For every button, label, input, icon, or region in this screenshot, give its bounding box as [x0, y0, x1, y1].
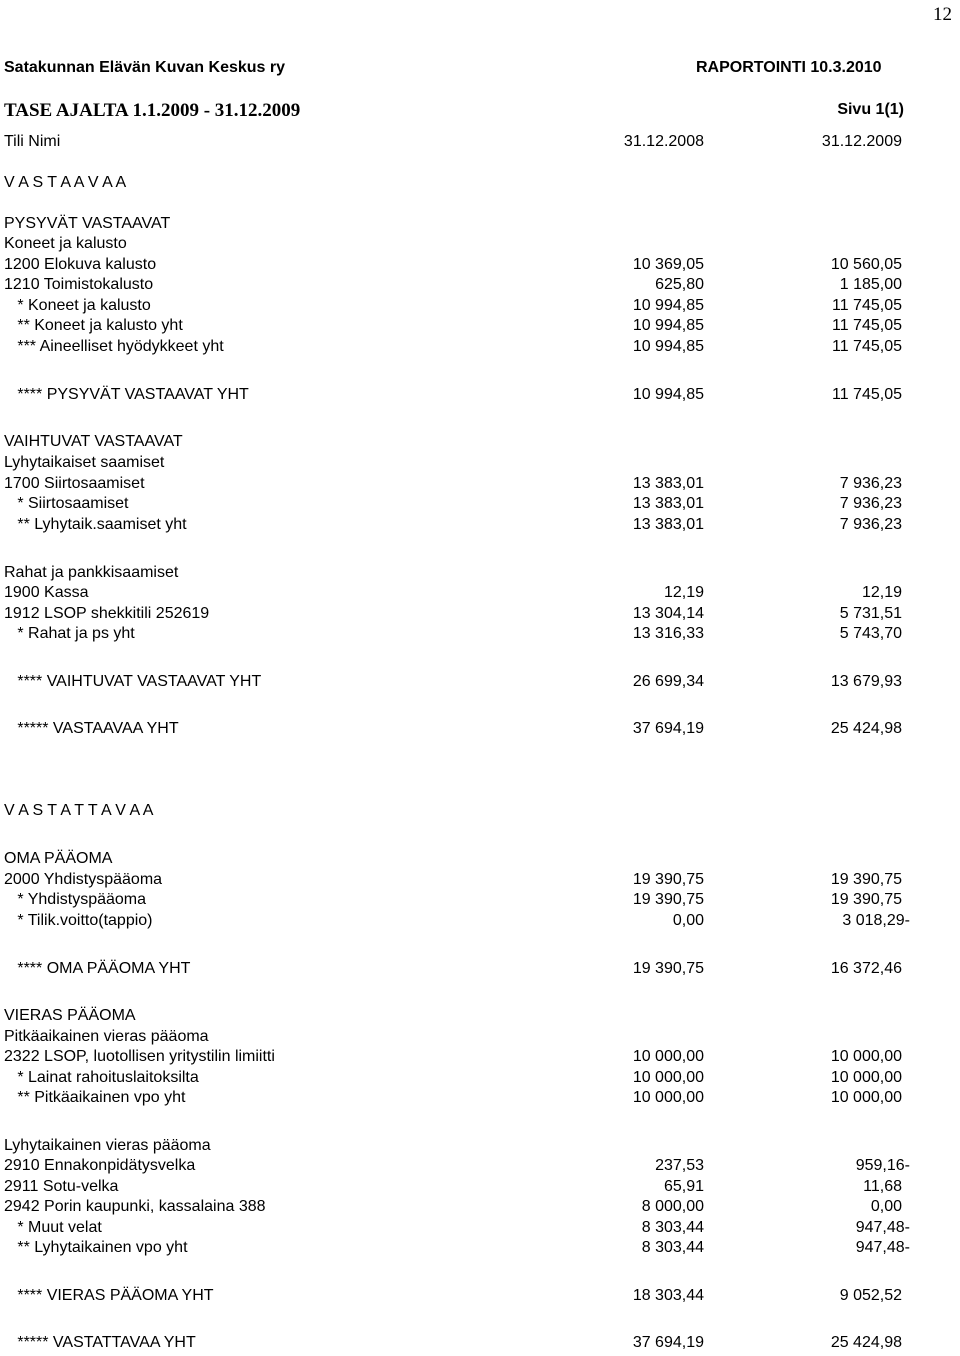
- value-2009: 947,48-: [855, 1239, 910, 1256]
- table-row: [0, 1028, 960, 1048]
- value-2008: 13 316,33: [632, 625, 704, 642]
- value-2008: 237,53: [655, 1157, 704, 1174]
- value-2008: 19 390,75: [632, 871, 704, 888]
- value-2008: 8 303,44: [641, 1219, 704, 1236]
- value-2009: 0,00: [870, 1198, 902, 1215]
- table-row: [0, 891, 960, 911]
- table-row: [0, 1198, 960, 1218]
- table-row: [0, 433, 960, 453]
- table-row: [0, 1239, 960, 1259]
- value-2008: 13 383,01: [632, 495, 704, 512]
- table-row: [0, 850, 960, 870]
- value-2009: 3 018,29-: [842, 912, 910, 929]
- table-row: [0, 564, 960, 584]
- table-row: [0, 871, 960, 891]
- value-2009: 11,68: [863, 1178, 902, 1195]
- organization-name: Satakunnan Elävän Kuvan Keskus ry: [4, 59, 285, 76]
- row-label: 1900 Kassa: [4, 584, 89, 601]
- value-2009: 5 731,51: [839, 605, 902, 622]
- row-label: ** Lyhytaikainen vpo yht: [4, 1239, 188, 1256]
- value-2008: 10 000,00: [632, 1069, 704, 1086]
- row-label: PYSYVÄT VASTAAVAT: [4, 215, 171, 232]
- table-row: [0, 1069, 960, 1089]
- page-number: 12: [933, 4, 952, 25]
- value-2008: 10 994,85: [632, 297, 704, 314]
- row-label: **** VIERAS PÄÄOMA YHT: [4, 1287, 214, 1304]
- row-label: 2322 LSOP, luotollisen yritystilin limiitti: [4, 1048, 275, 1065]
- row-label: ** Pitkäaikainen vpo yht: [4, 1089, 186, 1106]
- row-label: * Koneet ja kalusto: [4, 297, 151, 314]
- value-2009: 7 936,23: [839, 475, 902, 492]
- row-label: 1210 Toimistokalusto: [4, 276, 154, 293]
- table-row: [0, 673, 960, 693]
- row-label: **** VAIHTUVAT VASTAAVAT YHT: [4, 673, 262, 690]
- row-label: 1912 LSOP shekkitili 252619: [4, 605, 210, 622]
- row-label: 1700 Siirtosaamiset: [4, 475, 145, 492]
- value-2008: 8 303,44: [641, 1239, 704, 1256]
- table-row: [0, 475, 960, 495]
- table-row: [0, 1137, 960, 1157]
- value-2008: 10 994,85: [632, 386, 704, 403]
- value-2008: 12,19: [663, 584, 704, 601]
- value-2009: 16 372,46: [830, 960, 902, 977]
- table-row: [0, 256, 960, 276]
- value-2008: 13 304,14: [632, 605, 704, 622]
- column-header-2009: 31.12.2009: [821, 133, 902, 150]
- value-2009: 10 000,00: [830, 1089, 902, 1106]
- row-label: Lyhytaikainen vieras pääoma: [4, 1137, 211, 1154]
- row-label: Lyhytaikaiset saamiset: [4, 454, 165, 471]
- value-2008: 19 390,75: [632, 960, 704, 977]
- table-row: [0, 386, 960, 406]
- value-2009: 11 745,05: [832, 386, 902, 403]
- value-2009: 10 560,05: [830, 256, 902, 273]
- value-2009: 12,19: [861, 584, 902, 601]
- table-row: [0, 625, 960, 645]
- page-indicator: Sivu 1(1): [837, 101, 904, 118]
- row-label: OMA PÄÄOMA: [4, 850, 113, 867]
- row-label: V A S T A T T A V A A: [4, 802, 154, 819]
- value-2008: 26 699,34: [632, 673, 704, 690]
- value-2008: 37 694,19: [632, 720, 704, 737]
- value-2008: 8 000,00: [641, 1198, 704, 1215]
- table-row: [0, 235, 960, 255]
- table-row: [0, 1157, 960, 1177]
- row-label: ** Koneet ja kalusto yht: [4, 317, 183, 334]
- row-label: 2911 Sotu-velka: [4, 1178, 119, 1195]
- value-2009: 10 000,00: [830, 1048, 902, 1065]
- value-2008: 10 369,05: [632, 256, 704, 273]
- value-2008: 0,00: [672, 912, 704, 929]
- table-row: [0, 495, 960, 515]
- value-2009: 10 000,00: [830, 1069, 902, 1086]
- value-2009: 7 936,23: [839, 516, 902, 533]
- table-row: [0, 1334, 960, 1354]
- row-label: 1200 Elokuva kalusto: [4, 256, 157, 273]
- row-label: ***** VASTAAVAA YHT: [4, 720, 179, 737]
- table-row: [0, 1048, 960, 1068]
- table-row: [0, 605, 960, 625]
- row-label: **** OMA PÄÄOMA YHT: [4, 960, 191, 977]
- value-2008: 10 994,85: [632, 317, 704, 334]
- value-2009: 25 424,98: [830, 1334, 902, 1351]
- row-label: * Siirtosaamiset: [4, 495, 129, 512]
- value-2008: 65,91: [663, 1178, 704, 1195]
- column-header-2008: 31.12.2008: [623, 133, 704, 150]
- value-2009: 25 424,98: [830, 720, 902, 737]
- table-row: [0, 960, 960, 980]
- row-label: Rahat ja pankkisaamiset: [4, 564, 179, 581]
- row-label: V A S T A A V A A: [4, 174, 127, 191]
- row-label: ***** VASTATTAVAA YHT: [4, 1334, 196, 1351]
- value-2009: 19 390,75: [830, 891, 902, 908]
- table-row: [0, 1007, 960, 1027]
- table-row: [0, 516, 960, 536]
- value-2008: 19 390,75: [632, 891, 704, 908]
- value-2009: 13 679,93: [830, 673, 902, 690]
- row-label: 2910 Ennakonpidätysvelka: [4, 1157, 196, 1174]
- row-label: * Yhdistyspääoma: [4, 891, 147, 908]
- row-label: Koneet ja kalusto: [4, 235, 127, 252]
- table-row: [0, 1178, 960, 1198]
- value-2009: 1 185,00: [839, 276, 902, 293]
- value-2008: 10 994,85: [632, 338, 704, 355]
- value-2009: 19 390,75: [830, 871, 902, 888]
- row-label: * Tilik.voitto(tappio): [4, 912, 153, 929]
- table-row: [0, 454, 960, 474]
- table-row: [0, 297, 960, 317]
- value-2008: 18 303,44: [632, 1287, 704, 1304]
- row-label: Pitkäaikainen vieras pääoma: [4, 1028, 209, 1045]
- value-2009: 7 936,23: [839, 495, 902, 512]
- table-row: [0, 1089, 960, 1109]
- row-label: * Rahat ja ps yht: [4, 625, 135, 642]
- value-2009: 959,16-: [855, 1157, 910, 1174]
- table-row: [0, 720, 960, 740]
- value-2008: 13 383,01: [632, 475, 704, 492]
- row-label: **** PYSYVÄT VASTAAVAT YHT: [4, 386, 249, 403]
- report-title: TASE AJALTA 1.1.2009 - 31.12.2009: [4, 100, 301, 121]
- column-header-name: Tili Nimi: [4, 133, 61, 150]
- value-2009: 9 052,52: [839, 1287, 902, 1304]
- table-row: [0, 174, 960, 194]
- table-row: [0, 276, 960, 296]
- table-row: [0, 215, 960, 235]
- report-date: RAPORTOINTI 10.3.2010: [696, 59, 882, 76]
- value-2008: 13 383,01: [632, 516, 704, 533]
- value-2008: 10 000,00: [632, 1089, 704, 1106]
- table-row: [0, 802, 960, 822]
- table-row: [0, 1287, 960, 1307]
- row-label: ** Lyhytaik.saamiset yht: [4, 516, 187, 533]
- row-label: * Muut velat: [4, 1219, 102, 1236]
- value-2009: 11 745,05: [832, 317, 902, 334]
- table-row: [0, 338, 960, 358]
- row-label: VIERAS PÄÄOMA: [4, 1007, 136, 1024]
- value-2009: 11 745,05: [832, 338, 902, 355]
- table-row: [0, 584, 960, 604]
- value-2009: 947,48-: [855, 1219, 910, 1236]
- value-2008: 10 000,00: [632, 1048, 704, 1065]
- table-row: [0, 317, 960, 337]
- value-2008: 625,80: [655, 276, 704, 293]
- value-2008: 37 694,19: [632, 1334, 704, 1351]
- value-2009: 11 745,05: [832, 297, 902, 314]
- value-2009: 5 743,70: [839, 625, 902, 642]
- row-label: *** Aineelliset hyödykkeet yht: [4, 338, 224, 355]
- row-label: 2000 Yhdistyspääoma: [4, 871, 163, 888]
- row-label: VAIHTUVAT VASTAAVAT: [4, 433, 183, 450]
- row-label: 2942 Porin kaupunki, kassalaina 388: [4, 1198, 266, 1215]
- table-row: [0, 1219, 960, 1239]
- row-label: * Lainat rahoituslaitoksilta: [4, 1069, 199, 1086]
- table-row: [0, 912, 960, 932]
